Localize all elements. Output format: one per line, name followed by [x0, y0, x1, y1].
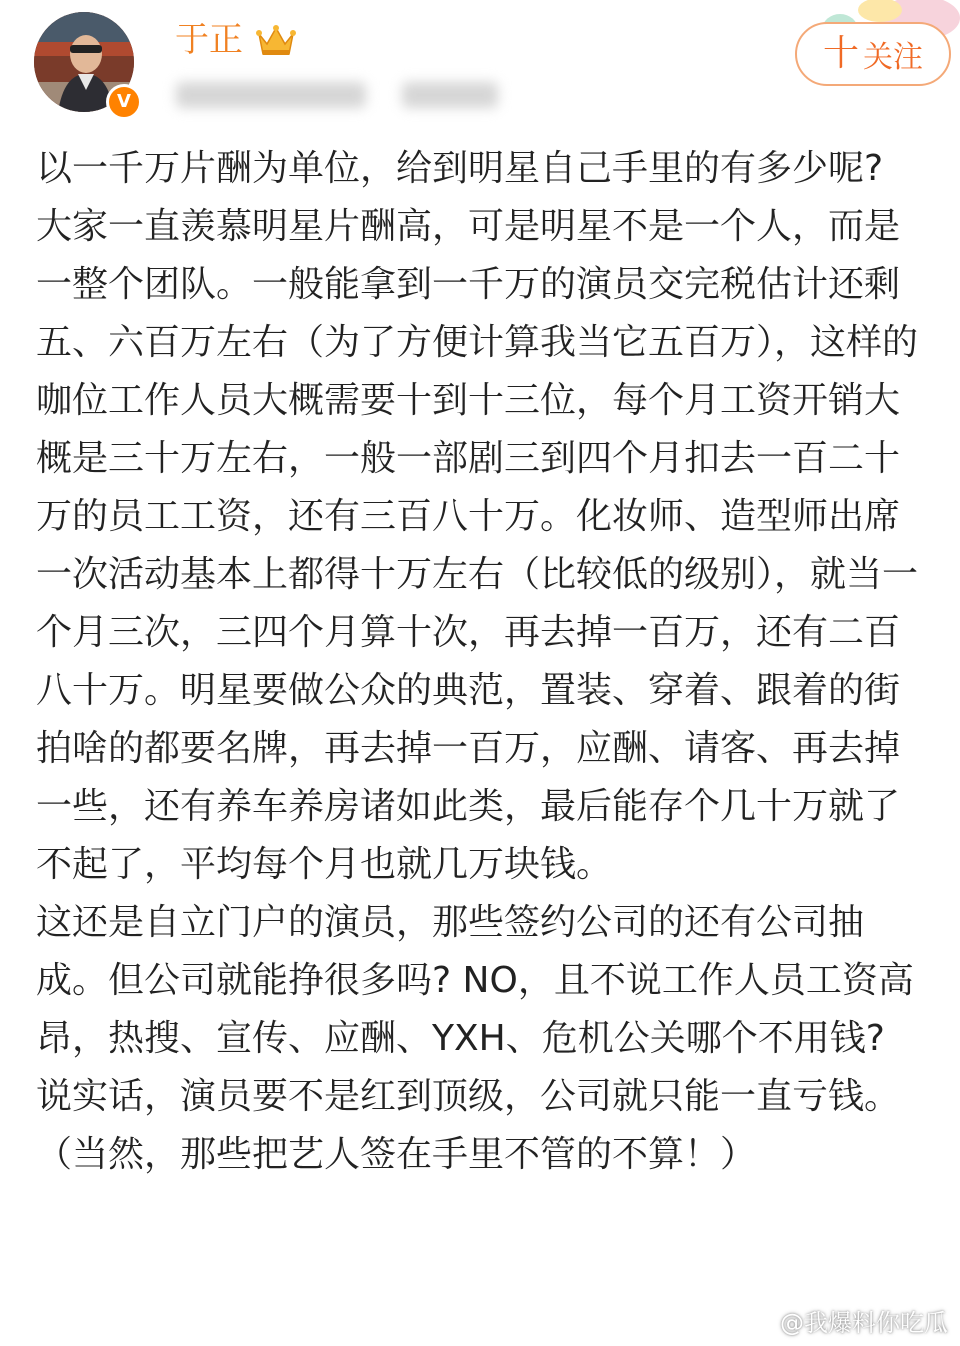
- crown-icon: [256, 24, 296, 58]
- post-paragraph: 这还是自立门户的演员，那些签约公司的还有公司抽成。但公司就能挣很多吗? NO，且不说工作人员工资高昂，热搜、宣传、应酬、YXH、危机公关哪个不用钱? 说实话，演员要不是红到顶级，公司就只能一直亏钱。（当然，那些把艺人签在手里不管的不算！）: [36, 902, 914, 1175]
- post-header: [0, 0, 960, 130]
- post-paragraph: 大家一直羡慕明星片酬高，可是明星不是一个人，而是一整个团队。一般能拿到一千万的演员交完税估计还剩五、六百万左右（为了方便计算我当它五百万），这样的咖位工作人员大概需要十到十三位，每个月工资开销大概是三十万左右，一般一部剧三到四个月扣去一百二十万的员工工资，还有三百八十万。化妆师、造型师出席一次活动基本上都得十万左右（比较低的级别），就当一个月三次，三四个月算十次，再去掉一百万，还有二百八十万。明星要做公众的典范，置装、穿着、跟着的街拍啥的都要名牌，再去掉一百万，应酬、请客、再去掉一些，还有养车养房诸如此类，最后能存个几十万就了不起了，平均每个月也就几万块钱。: [36, 206, 919, 885]
- follow-button[interactable]: [795, 22, 951, 86]
- avatar-container[interactable]: [34, 12, 142, 120]
- plus-icon: 十: [822, 33, 859, 74]
- post-paragraph: 以一千万片酬为单位，给到明星自己手里的有多少呢?: [36, 148, 884, 189]
- follow-label: 关注: [863, 40, 923, 75]
- username[interactable]: 于正: [175, 20, 243, 60]
- post-source-blurred: [402, 82, 498, 108]
- weibo-logo-icon: [736, 1306, 774, 1336]
- watermark-text: @我爆料你吃瓜: [780, 1309, 948, 1337]
- watermark: [736, 1303, 948, 1338]
- verified-v-icon: V: [117, 91, 131, 112]
- verified-badge: [106, 84, 142, 120]
- post-content: [36, 140, 926, 1184]
- post-timestamp-blurred: [176, 82, 366, 108]
